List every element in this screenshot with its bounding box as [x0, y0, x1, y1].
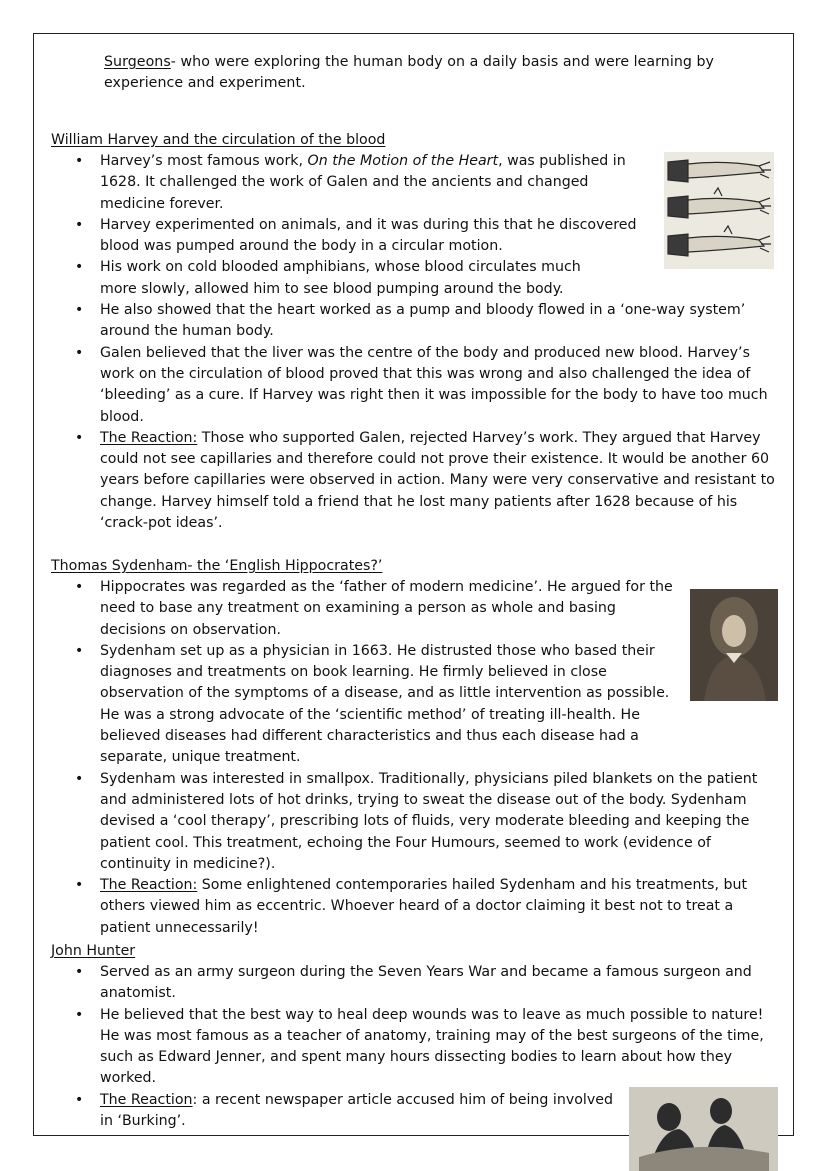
reaction-label: The Reaction [100, 1091, 193, 1108]
sydenham-heading: Thomas Sydenham- the ‘English Hippocrates?’ [51, 558, 383, 574]
portrait-icon [690, 589, 778, 701]
engraving-icon [629, 1087, 778, 1171]
reaction-label: The Reaction: [100, 877, 198, 894]
harvey-heading: William Harvey and the circulation of the blood [51, 132, 386, 148]
harvey-bullet-2: • Harvey experimented on animals, and it was during this that he discovered blood was pumped around the body in a circular motion. [75, 215, 638, 258]
intro-text-line2: experience and experiment. [104, 75, 306, 92]
harvey-bullet-6: • The Reaction: Those who supported Galen, rejected Harvey’s work. They argued that Harvey could not see capillaries and therefore could not prove their existence. It would be another 60 years before capillaries were observed in action. Many were very conservative and resistant to change. Harvey himself told a friend that he lost many patients after 1628 because of his ‘crack-pot ideas’. [75, 428, 781, 534]
sydenham-bullet-1: • Hippocrates was regarded as the ‘father of modern medicine’. He argued for the need to base any treatment on examining a person as whole and basing decisions on observation. [75, 577, 681, 641]
sydenham-portrait [690, 589, 778, 701]
hunter-bullet-1: • Served as an army surgeon during the Seven Years War and became a famous surgeon and anatomist. [75, 962, 781, 1005]
intro-text: - who were exploring the human body on a daily basis and were learning by [170, 54, 715, 70]
sydenham-bullet-2: • Sydenham set up as a physician in 1663. He distrusted those who based their diagnoses and treatments on book learning. He firmly believed in close observation of the symptoms of a disease, and as little intervention as possible. He was a strong advocate of the ‘scientific method’ of treating ill-health. He believed diseases had different characteristics and thus each disease had a separate, unique treatment. [75, 641, 781, 769]
hunter-bullet-3: • The Reaction: a recent newspaper article accused him of being involved in ‘Burking’. [75, 1090, 620, 1133]
intro-paragraph [104, 52, 724, 95]
book-title: On the Motion of the Heart [307, 153, 499, 169]
sydenham-bullet-4: • The Reaction: Some enlightened contemporaries hailed Sydenham and his treatments, but others viewed him as eccentric. Whoever heard of a doctor claiming it best not to treat a patient unnecessarily! [75, 875, 781, 939]
hunter-engraving-image [629, 1087, 778, 1171]
intro-term: Surgeons [104, 54, 171, 70]
harvey-bullet-5: • Galen believed that the liver was the centre of the body and produced new blood. Harvey’s work on the circulation of blood proved that this was wrong and also challenged the idea of ‘bleeding’ as a cure. If Harvey was right then it was impossible for the body to have too much blood. [75, 343, 781, 428]
arm-diagram-icon [664, 152, 774, 269]
hunter-heading: John Hunter [51, 943, 136, 959]
harvey-bullet-3: • His work on cold blooded amphibians, whose blood circulates much more slowly, allowed him to see blood pumping around the body. [75, 257, 620, 300]
sydenham-bullet-3: • Sydenham was interested in smallpox. Traditionally, physicians piled blankets on the patient and administered lots of hot drinks, trying to sweat the disease out of the body. Sydenham devised a ‘cool therapy’, prescribing lots of fluids, very moderate bleeding and keeping the patient cool. This treatment, echoing the Four Humours, seemed to work (evidence of continuity in medicine?). [75, 769, 781, 875]
sydenham-list [75, 577, 781, 939]
harvey-arms-image [664, 152, 774, 269]
harvey-bullet-4: • He also showed that the heart worked as a pump and bloody flowed in a ‘one-way system’ around the human body. [75, 300, 781, 343]
harvey-bullet-1: • Harvey’s most famous work, On the Motion of the Heart, was published in 1628. It challenged the work of Galen and the ancients and changed medicine forever. [75, 151, 651, 215]
reaction-label: The Reaction: [100, 429, 198, 446]
hunter-bullet-2: • He believed that the best way to heal deep wounds was to leave as much possible to nature! He was most famous as a teacher of anatomy, training may of the best surgeons of the time, such as Edward Jenner, and spent many hours dissecting bodies to learn about how they worked. [75, 1005, 781, 1090]
